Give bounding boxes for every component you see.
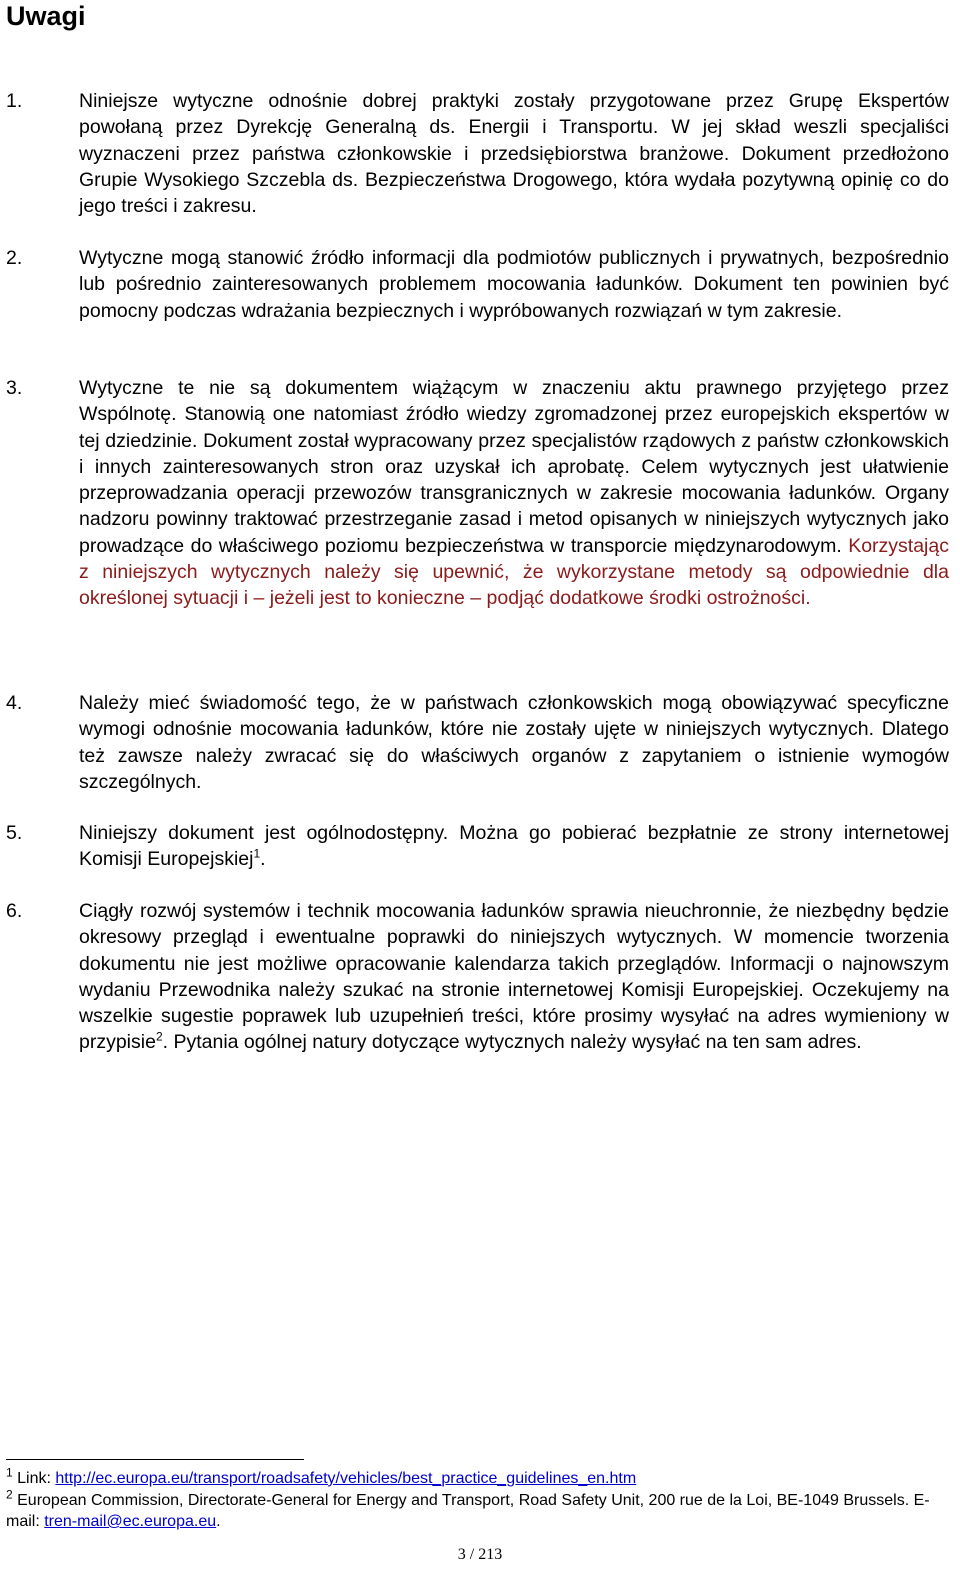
paragraph-5 [0,820,949,873]
footnote-number: 1 [6,1465,13,1480]
paragraph-number: 3. [6,377,23,399]
paragraph-text [79,820,949,873]
paragraph-text: Należy mieć świadomość tego, że w państwach członkowskich mogą obowiązywać specyficzne wymogi odnośnie mocowania ładunków, które nie zostały ujęte w niniejszych wytycznych. Dlatego też zawsze należy zwracać się do właściwych organów z zapytaniem o istnienie wymogów szczególnych. [79,692,949,793]
paragraph-text-main: Ciągły rozwój systemów i technik mocowania ładunków sprawia nieuchronnie, że niezbędny będzie okresowy przegląd i ewentualne poprawki do niniejszych wytycznych. W momencie tworzenia dokumentu nie jest możliwe opracowanie kalendarza takich przeglądów. Informacji o najnowszym wydaniu Przewodnika należy szukać na stronie internetowej Komisji Europejskiej. Oczekujemy na wszelkie sugestie poprawek lub uzupełnień treści, które prosimy wysyłać na adres wymieniony w przypisie [79,900,949,1054]
paragraph-number: 5. [6,822,23,844]
paragraph-number: 6. [6,900,23,922]
footnote-suffix: . [216,1513,221,1530]
paragraph-text-main: Niniejszy dokument jest ogólnodostępny. Można go pobierać bezpłatnie ze strony internetowej Komisji Europejskiej [79,822,949,871]
paragraph-text [79,375,949,612]
paragraph-text: Niniejsze wytyczne odnośnie dobrej praktyki zostały przygotowane przez Grupę Ekspertów powołaną przez Dyrekcję Generalną ds. Energii i Transportu. W jej skład weszli specjaliści wyznaczeni przez państwa członkowskie i przedsiębiorstwa branżowe. Dokument przedłożono Grupie Wysokiego Szczebla ds. Bezpieczeństwa Drogowego, która wydała pozytywną opinię co do jego treści i zakresu. [79,90,949,218]
paragraph-number: 4. [6,692,23,714]
paragraph-text [79,898,949,1056]
page-number: 3 / 213 [457,1546,503,1563]
paragraph-text-end: . [260,848,266,871]
warning-text: Korzystając z niniejszych wytycznych należy się upewnić, że wykorzystane metody są odpowiednie dla określonej sytuacji i – jeżeli jest to konieczne – podjąć dodatkowe środki ostrożności. [79,534,949,610]
paragraph-6 [0,898,949,1056]
footnote-2 [6,1487,941,1533]
paragraph-text-end: . Pytania ogólnej natury dotyczące wytycznych należy wysyłać na ten sam adres. [162,1031,862,1054]
footnote-email-link[interactable]: tren-mail@ec.europa.eu [44,1513,217,1530]
footnote-link[interactable]: http://ec.europa.eu/transport/roadsafety/vehicles/best_practice_guidelines_en.htm [55,1470,637,1487]
paragraph-number: 1. [6,90,23,112]
paragraph-1 [0,88,949,219]
footnotes [6,1465,941,1533]
paragraph-3 [0,375,949,612]
paragraph-2 [0,245,949,324]
footnote-ref[interactable]: 1 [253,846,261,861]
footnote-prefix: European Commission, Directorate-General for Energy and Transport, Road Safety Unit, 200 rue de la Loi, BE-1049 Brussels. E-mail: [6,1491,930,1530]
footnote-prefix: Link: [12,1470,56,1487]
page-title: Uwagi [6,1,86,31]
footnote-number: 2 [6,1487,13,1502]
paragraph-number: 2. [6,247,23,269]
footnote-ref[interactable]: 2 [155,1029,163,1044]
footnote-1 [6,1465,941,1490]
paragraph-text-main: Wytyczne te nie są dokumentem wiążącym w znaczeniu aktu prawnego przyjętego przez Wspólnotę. Stanowią one natomiast źródło wiedzy zgromadzonej przez europejskich ekspertów w tej dziedzinie. Dokument został wypracowany przez specjalistów rządowych z państw członkowskich i innych zainteresowanych stron oraz uzyskał ich aprobatę. Celem wytycznych jest ułatwienie przeprowadzania operacji przewozów transgranicznych w zakresie mocowania ładunków. Organy nadzoru powinny traktować przestrzeganie zasad i metod opisanych w niniejszych wytycznych jako prowadzące do właściwego poziomu bezpieczeństwa w transporcie międzynarodowym. [79,377,949,557]
paragraph-4 [0,690,949,795]
paragraph-text: Wytyczne mogą stanowić źródło informacji dla podmiotów publicznych i prywatnych, bezpośrednio lub pośrednio zainteresowanych problemem mocowania ładunków. Dokument ten powinien być pomocny podczas wdrażania bezpiecznych i wypróbowanych rozwiązań w tym zakresie. [79,247,949,322]
footnote-divider [6,1459,304,1460]
